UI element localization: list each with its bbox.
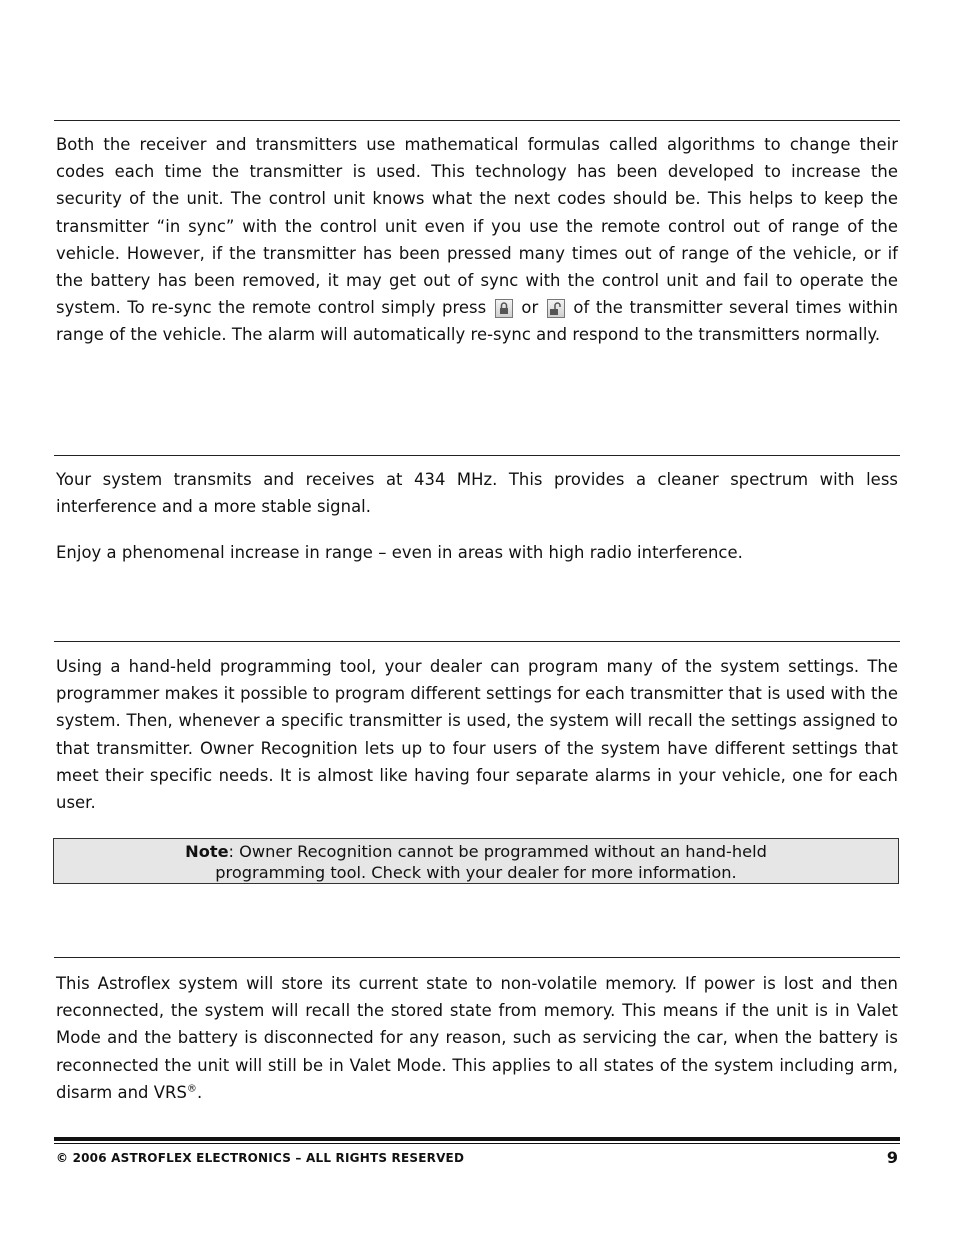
- footer-divider-thick: [54, 1137, 900, 1141]
- section-divider-2: [54, 455, 900, 456]
- resync-text-or: or: [521, 298, 539, 318]
- note-text-2: programming tool. Check with your dealer for more information.: [215, 863, 737, 882]
- note-box: [53, 838, 899, 884]
- registered-mark: ®: [186, 1083, 197, 1095]
- note-text-1: : Owner Recognition cannot be programmed without an hand-held: [228, 842, 767, 861]
- footer-divider-thin: [54, 1143, 900, 1144]
- note-line-1: [54, 841, 898, 862]
- memory-end: .: [196, 1082, 203, 1102]
- range-paragraph: Enjoy a phenomenal increase in range – even in areas with high radio interference.: [56, 543, 743, 562]
- unlock-button-icon: [547, 299, 565, 318]
- frequency-paragraph: Your system transmits and receives at 434 MHz. This provides a cleaner spectrum with less interference and a more stable signal.: [56, 470, 898, 517]
- section-divider-1: [54, 120, 900, 121]
- page-number: 9: [886, 1148, 898, 1167]
- note-label: Note: [185, 842, 229, 861]
- owner-recognition-paragraph: Using a hand-held programming tool, your dealer can program many of the system settings. The programmer makes it possible to program different settings for each transmitter that is used with the system. Then, whenever a specific transmitter is used, the system will recall the settings assigned to that transmitter. Owner Recognition lets up to four users of the system have different settings that meet their specific needs. It is almost like having four separate alarms in your vehicle, one for each user.: [56, 657, 898, 813]
- resync-paragraph: [56, 131, 898, 349]
- resync-text-part2: of the transmitter several times within range of the vehicle. The alarm will automatically re-sync and respond to the transmitters normally.: [56, 298, 899, 345]
- section-divider-4: [54, 957, 900, 958]
- footer-copyright: © 2006 ASTROFLEX ELECTRONICS – ALL RIGHTS RESERVED: [56, 1151, 465, 1165]
- memory-paragraph: [56, 970, 898, 1106]
- section-divider-3: [54, 641, 900, 642]
- lock-button-icon: [495, 299, 513, 318]
- resync-text-part1: Both the receiver and transmitters use mathematical formulas called algorithms to change their codes each time the transmitter is used. This technology has been developed to increase the security of the unit. The control unit knows what the next codes should be. This helps to keep the transmitter “in sync” with the control unit even if you use the remote control out of range of the vehicle. However, if the transmitter has been pressed many times out of range of the vehicle, or if the battery has been removed, it may get out of sync with the control unit and fail to operate the system. To re-sync the remote control simply press: [56, 135, 898, 318]
- memory-text: This Astroflex system will store its current state to non-volatile memory. If power is lost and then reconnected, the system will recall the stored state from memory. This means if the unit is in Valet Mode and the battery is disconnected for any reason, such as servicing the car, when the battery is reconnected the unit will still be in Valet Mode. This applies to all states of the system including arm, disarm and VRS: [56, 974, 898, 1102]
